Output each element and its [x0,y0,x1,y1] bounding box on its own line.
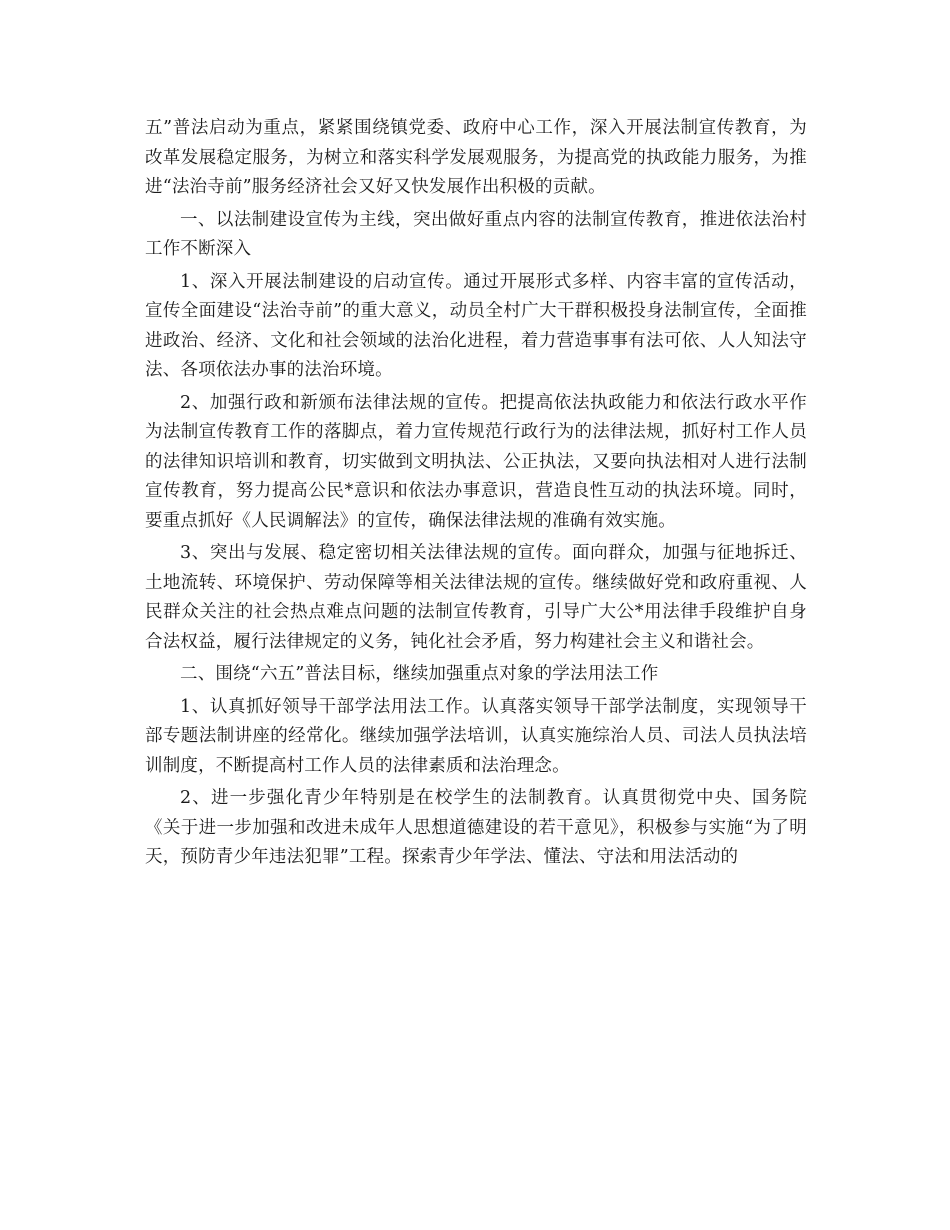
document-body [145,114,807,876]
section-2-heading: 二、围绕“六五”普法目标，继续加强重点对象的学法用法工作 [180,664,659,684]
section-1-heading: 一、以法制建设宣传为主线，突出做好重点内容的法制宣传教育，推进依法治村工作不断深入 [145,209,807,259]
section-1-item-2: 2、加强行政和新颁布法律法规的宣传。把提高依法执政能力和依法行政水平作为法制宣传教育工作的落脚点，着力宣传规范行政行为的法律法规，抓好村工作人员的法律知识培训和教育，切实做到文明执法、公正执法，又要向执法相对人进行法制宣传教育，努力提高公民*意识和依法办事意识，营造良性互动的执法环境。同时，要重点抓好《人民调解法》的宣传，确保法律法规的准确有效实施。 [145,392,807,531]
section-2-item-1: 1、认真抓好领导干部学法用法工作。认真落实领导干部学法制度，实现领导干部专题法制讲座的经常化。继续加强学法培训，认真实施综治人员、司法人员执法培训制度，不断提高村工作人员的法律素质和法治理念。 [145,696,807,776]
paragraph-intro: 五”普法启动为重点，紧紧围绕镇党委、政府中心工作，深入开展法制宣传教育，为改革发展稳定服务，为树立和落实科学发展观服务，为提高党的执政能力服务，为推进“法治寺前”服务经济社会又好又快发展作出积极的贡献。 [145,118,807,197]
section-1-item-3: 3、突出与发展、稳定密切相关法律法规的宣传。面向群众，加强与征地拆迁、土地流转、环境保护、劳动保障等相关法律法规的宣传。继续做好党和政府重视、人民群众关注的社会热点难点问题的法制宣传教育，引导广大公*用法律手段维护自身合法权益，履行法律规定的义务，钝化社会矛盾，努力构建社会主义和谐社会。 [145,543,807,652]
section-1-item-1: 1、深入开展法制建设的启动宣传。通过开展形式多样、内容丰富的宣传活动，宣传全面建设“法治寺前”的重大意义，动员全村广大干群积极投身法制宣传，全面推进政治、经济、文化和社会领域的法治化进程，着力营造事事有法可依、人人知法守法、各项依法办事的法治环境。 [145,271,807,380]
section-2-item-2: 2、进一步强化青少年特别是在校学生的法制教育。认真贯彻党中央、国务院《关于进一步加强和改进未成年人思想道德建设的若干意见》，积极参与实施“为了明天，预防青少年违法犯罪”工程。探索青少年学法、懂法、守法和用法活动的 [145,788,807,867]
